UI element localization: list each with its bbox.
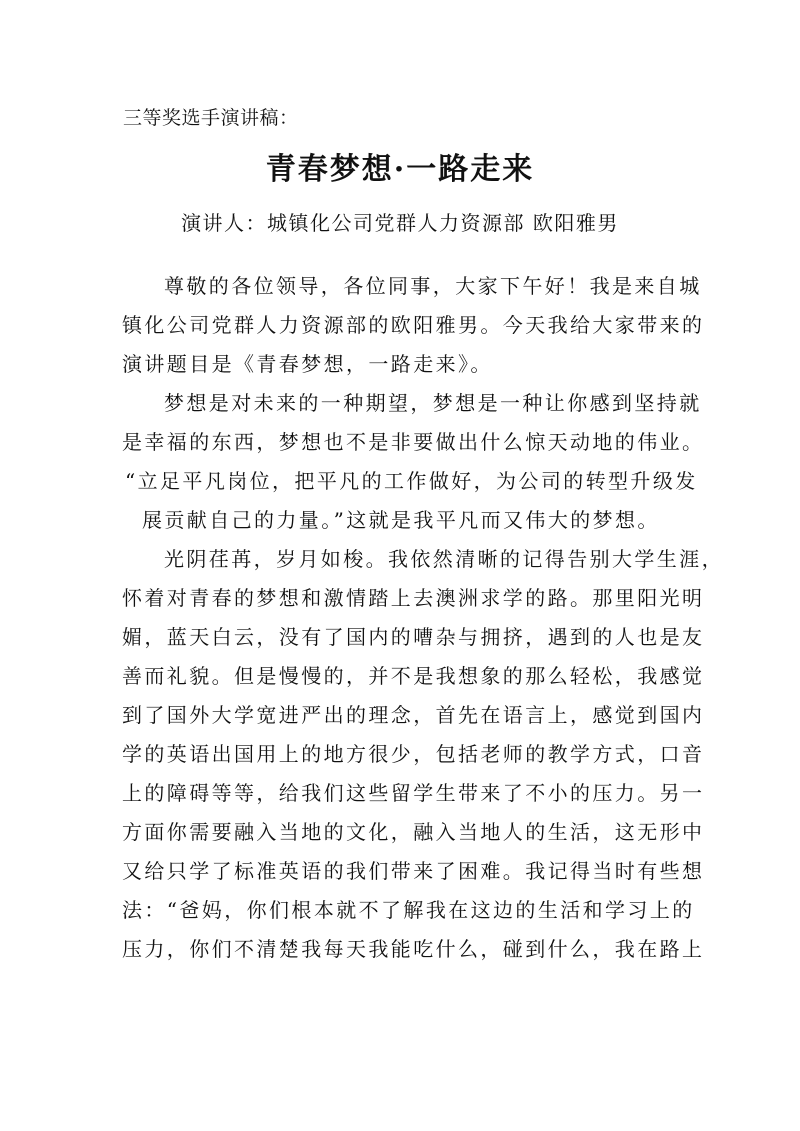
- body-line: 法：“爸妈，你们根本就不了解我在这边的生活和学习上的: [122, 898, 695, 922]
- speech-body: [122, 270, 724, 972]
- body-line: 光阴荏苒，岁月如梭。我依然清晰的记得告别大学生涯，: [164, 547, 724, 571]
- body-line: 学的英语出国用上的地方很少，包括老师的教学方式，口音: [122, 742, 705, 766]
- body-line: 镇化公司党群人力资源部的欧阳雅男。今天我给大家带来的: [122, 313, 705, 337]
- body-line: 怀着对青春的梦想和激情踏上去澳洲求学的路。那里阳光明: [122, 586, 705, 610]
- body-line: 媚，蓝天白云，没有了国内的嘈杂与拥挤，遇到的人也是友: [122, 625, 705, 649]
- speech-title: 青春梦想·一路走来: [265, 152, 535, 187]
- body-line: 又给只学了标准英语的我们带来了困难。我记得当时有些想: [122, 859, 705, 883]
- body-line: 善而礼貌。但是慢慢的，并不是我想象的那么轻松，我感觉: [122, 664, 705, 688]
- body-line: 到了国外大学宽进严出的理念，首先在语言上，感觉到国内: [122, 703, 705, 727]
- body-line: “立足平凡岗位，把平凡的工作做好，为公司的转型升级发: [125, 469, 698, 493]
- body-line: 尊敬的各位领导，各位同事，大家下午好！我是来自城: [164, 274, 702, 298]
- body-line: 梦想是对未来的一种期望，梦想是一种让你感到坚持就: [164, 391, 702, 415]
- body-line: 展贡献自己的力量。”这就是我平凡而又伟大的梦想。: [142, 508, 660, 532]
- body-line: 方面你需要融入当地的文化，融入当地人的生活，这无形中: [122, 820, 705, 844]
- body-line: 是幸福的东西，梦想也不是非要做出什么惊天动地的伟业。: [122, 430, 705, 454]
- body-line: 演讲题目是《青春梦想，一路走来》。: [122, 352, 493, 376]
- section-label: 三等奖选手演讲稿：: [123, 107, 299, 129]
- speaker-line: 演讲人：城镇化公司党群人力资源部 欧阳雅男: [181, 211, 619, 235]
- body-line: 上的障碍等等，给我们这些留学生带来了不小的压力。另一: [122, 781, 705, 805]
- body-line: 压力，你们不清楚我每天我能吃什么，碰到什么，我在路上: [122, 937, 705, 961]
